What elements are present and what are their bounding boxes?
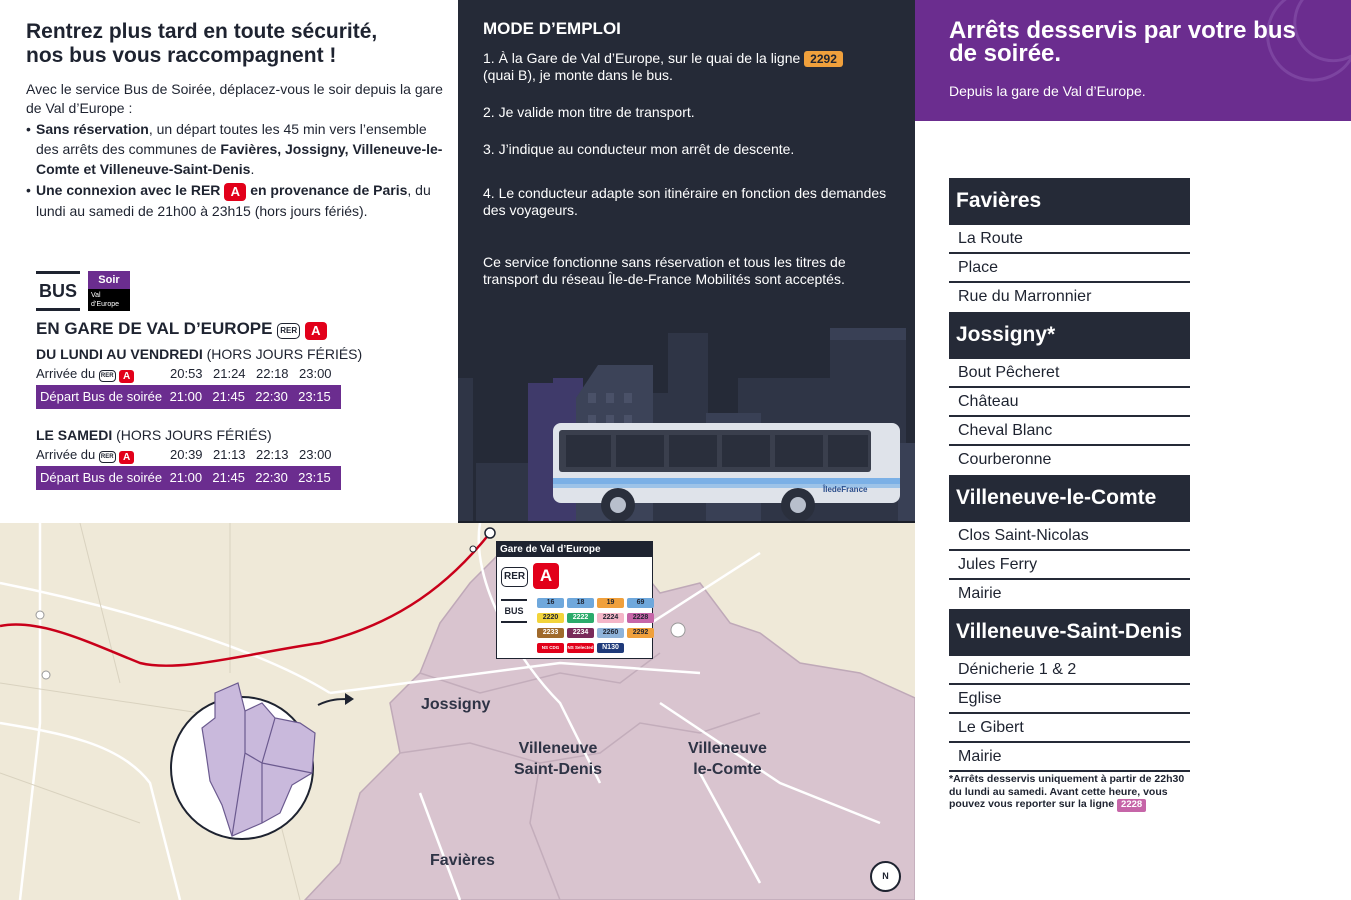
rer-logo-icon: RER <box>277 323 300 339</box>
map-label-villeneuve-saint-denis <box>514 738 602 780</box>
schedule-title <box>36 317 327 341</box>
time-cell: 22:30 <box>255 470 288 485</box>
saturday-departures-row <box>36 466 341 490</box>
compass-icon: N <box>870 861 901 892</box>
stop-item: Place <box>949 256 1190 283</box>
stops-header <box>915 0 1351 121</box>
rer-a-icon: A <box>533 563 559 589</box>
headline <box>26 20 446 68</box>
line-2228-badge: 2228 <box>1117 799 1146 812</box>
bus-illustration <box>458 283 915 523</box>
headline-line1: Rentrez plus tard en toute sécurité, <box>26 20 378 43</box>
bullet2-bold-b: en provenance de Paris <box>250 182 408 198</box>
time-cell: 21:00 <box>169 389 203 404</box>
step-1 <box>483 50 893 84</box>
bus-label: BUS <box>501 599 527 623</box>
vsd-line1: Villeneuve <box>518 740 598 757</box>
commune-villeneuve-le-comte: Villeneuve-le-Comte <box>949 475 1190 522</box>
bus-line-chip[interactable]: NS CDG <box>537 643 564 653</box>
val-europe-label <box>88 289 130 311</box>
stop-item: Clos Saint-Nicolas <box>949 524 1190 551</box>
bullet-rer-connection <box>26 180 450 221</box>
saturday-label <box>36 426 396 444</box>
saturday-schedule <box>36 426 396 490</box>
station-name: Gare de Val d’Europe <box>497 542 652 557</box>
commune-jossigny: Jossigny* <box>949 312 1190 359</box>
departure-label: Départ Bus de soirée <box>40 389 163 404</box>
map-label-villeneuve-le-comte <box>688 738 767 780</box>
time-cell: 20:53 <box>170 366 203 381</box>
bus-line-chip[interactable]: 2222 <box>567 613 594 623</box>
time-cell: 21:24 <box>213 366 246 381</box>
bullet1-end: . <box>250 161 255 177</box>
stop-item: Château <box>949 390 1190 417</box>
stop-item: Courberonne <box>958 451 1052 468</box>
bus-line-chip[interactable]: 2220 <box>537 613 564 623</box>
stops-title-normal: Arrêts desservis par <box>949 17 1188 44</box>
time-cell: 23:15 <box>298 470 331 485</box>
stops-list <box>949 178 1190 774</box>
service-bullets <box>26 119 450 222</box>
stop-item: La Route <box>949 227 1190 254</box>
soir-badge <box>88 271 130 311</box>
time-cell: 21:13 <box>213 447 246 462</box>
saturday-bold: LE SAMEDI <box>36 427 113 443</box>
info-panel <box>0 0 458 523</box>
bus-line-chip[interactable]: 2234 <box>567 628 594 638</box>
weekday-rest: (HORS JOURS FÉRIÉS) <box>202 346 363 362</box>
step1-text-b: (quai B), je monte dans le bus. <box>483 67 673 83</box>
rer-a-icon: A <box>119 451 134 464</box>
station-info-box[interactable] <box>496 541 653 659</box>
vlc-line1: Villeneuve <box>688 740 767 757</box>
weekday-bold: DU LUNDI AU VENDREDI <box>36 346 203 362</box>
time-cell: 22:30 <box>255 389 288 404</box>
stop-item: Rue du Marronnier <box>958 288 1092 305</box>
bus-line-chip[interactable]: 19 <box>597 598 624 608</box>
bus-line-chip[interactable]: 18 <box>567 598 594 608</box>
bullet2-bold-a: Une connexion avec le RER <box>36 182 221 198</box>
rer-logo-icon: RER <box>99 451 116 463</box>
stop-item: Dénicherie 1 & 2 <box>949 658 1190 685</box>
bus-line-chip[interactable]: 2228 <box>627 613 654 623</box>
vsd-line2: Saint-Denis <box>514 761 603 778</box>
stops-title <box>949 19 1329 65</box>
instructions-panel <box>458 0 915 523</box>
step-3: 3. J’indique au conducteur mon arrêt de descente. <box>483 141 795 157</box>
footnote <box>949 773 1199 812</box>
soir-label: Soir <box>88 271 130 289</box>
rer-a-icon: A <box>224 183 246 201</box>
time-cell: 23:00 <box>299 366 332 381</box>
time-cell: 21:45 <box>212 470 245 485</box>
saturday-rest: (HORS JOURS FÉRIÉS) <box>112 427 272 443</box>
step-4: 4. Le conducteur adapte son itinéraire en fonction des demandes des voyageurs. <box>483 185 887 218</box>
footnote-text: *Arrêts desservis uniquement à partir de 22h30 du lundi au samedi. Avant cette heure, vous pouvez vous reporter sur la ligne <box>949 773 1185 810</box>
time-cell: 23:15 <box>298 389 331 404</box>
bus-line-chip[interactable]: 69 <box>627 598 654 608</box>
bullet-no-reservation <box>26 119 450 179</box>
bus-line-chip[interactable]: 16 <box>537 598 564 608</box>
bus-line-chip[interactable]: 2233 <box>537 628 564 638</box>
stop-item: Eglise <box>949 687 1190 714</box>
stops-title-bold: votre bus de soirée. <box>949 17 1296 67</box>
map-label-favieres: Favières <box>430 852 495 869</box>
stop-item: Le Gibert <box>949 716 1190 743</box>
stop-item: Mairie <box>958 585 1002 602</box>
bus-line-chip[interactable]: N130 <box>597 643 624 653</box>
vlc-line2: le-Comte <box>693 761 762 778</box>
instructions-title: MODE D’EMPLOI <box>483 19 621 38</box>
rer-a-icon: A <box>119 370 134 383</box>
stops-subtitle: Depuis la gare de Val d’Europe. <box>949 83 1146 99</box>
arrival-label-text: Arrivée du <box>36 447 96 462</box>
bullet1-bold: Sans réservation <box>36 121 149 137</box>
commune-favieres: Favières <box>949 178 1190 225</box>
bus-line-chip[interactable]: NS Selected <box>567 643 594 653</box>
rer-logo-icon: RER <box>99 370 116 382</box>
map-label-jossigny: Jossigny <box>421 696 491 713</box>
weekday-arrivals-row <box>36 363 396 385</box>
bullet1-text: , un départ toutes les 45 min vers l’ensemble des arrêts des communes de <box>36 121 427 157</box>
stop-item: Mairie <box>949 745 1190 772</box>
bus-brand: ÎledeFrance <box>823 485 868 494</box>
arrival-label-text: Arrivée du <box>36 366 96 381</box>
time-cell: 21:45 <box>212 389 245 404</box>
stop-item: Cheval Blanc <box>949 419 1190 446</box>
arrival-label <box>36 444 170 466</box>
bus-line-chip[interactable]: 2292 <box>627 628 654 638</box>
rer-a-icon: A <box>305 322 327 340</box>
time-cell: 23:00 <box>299 447 332 462</box>
map[interactable] <box>0 523 915 900</box>
weekday-schedule <box>36 345 396 409</box>
weekday-label <box>36 345 396 363</box>
schedule-title-text: EN GARE DE VAL D’EUROPE <box>36 319 273 338</box>
time-cell: 22:18 <box>256 366 289 381</box>
weekday-departures-row <box>36 385 341 409</box>
stop-item: Bout Pêcheret <box>949 361 1190 388</box>
step1-text-a: 1. À la Gare de Val d’Europe, sur le quai de la ligne <box>483 50 801 66</box>
acceptance-note: Ce service fonctionne sans réservation et tous les titres de transport du réseau Île-de-France Mobilités sont acceptés. <box>483 254 846 287</box>
stop-item: Jules Ferry <box>949 553 1190 580</box>
bullet2-text: , du lundi au samedi de 21h00 à 23h15 (hors jours fériés). <box>36 182 431 219</box>
bus-line-chip[interactable]: 2224 <box>597 613 624 623</box>
arrival-label <box>36 363 170 385</box>
headline-line2: nos bus vous raccompagnent ! <box>26 44 337 67</box>
line-2292-badge: 2292 <box>804 51 843 67</box>
time-cell: 22:13 <box>256 447 289 462</box>
bullet1-communes: Favières, Jossigny, Villeneuve-le-Comte et Villeneuve-Saint-Denis <box>36 141 443 177</box>
step-2: 2. Je valide mon titre de transport. <box>483 104 695 120</box>
val-line2: d’Europe <box>91 301 120 308</box>
time-cell: 21:00 <box>169 470 203 485</box>
intro-text: Avec le service Bus de Soirée, déplacez-vous le soir depuis la gare de Val d’Europe : <box>26 81 443 116</box>
bus-logo: BUS <box>36 271 80 311</box>
bus-line-chip[interactable]: 2260 <box>597 628 624 638</box>
commune-villeneuve-saint-denis: Villeneuve-Saint-Denis <box>949 609 1190 656</box>
val-line1: Val <box>91 292 101 299</box>
saturday-arrivals-row <box>36 444 396 466</box>
rer-logo-icon: RER <box>501 567 528 587</box>
time-cell: 20:39 <box>170 447 203 462</box>
departure-label: Départ Bus de soirée <box>40 470 163 485</box>
